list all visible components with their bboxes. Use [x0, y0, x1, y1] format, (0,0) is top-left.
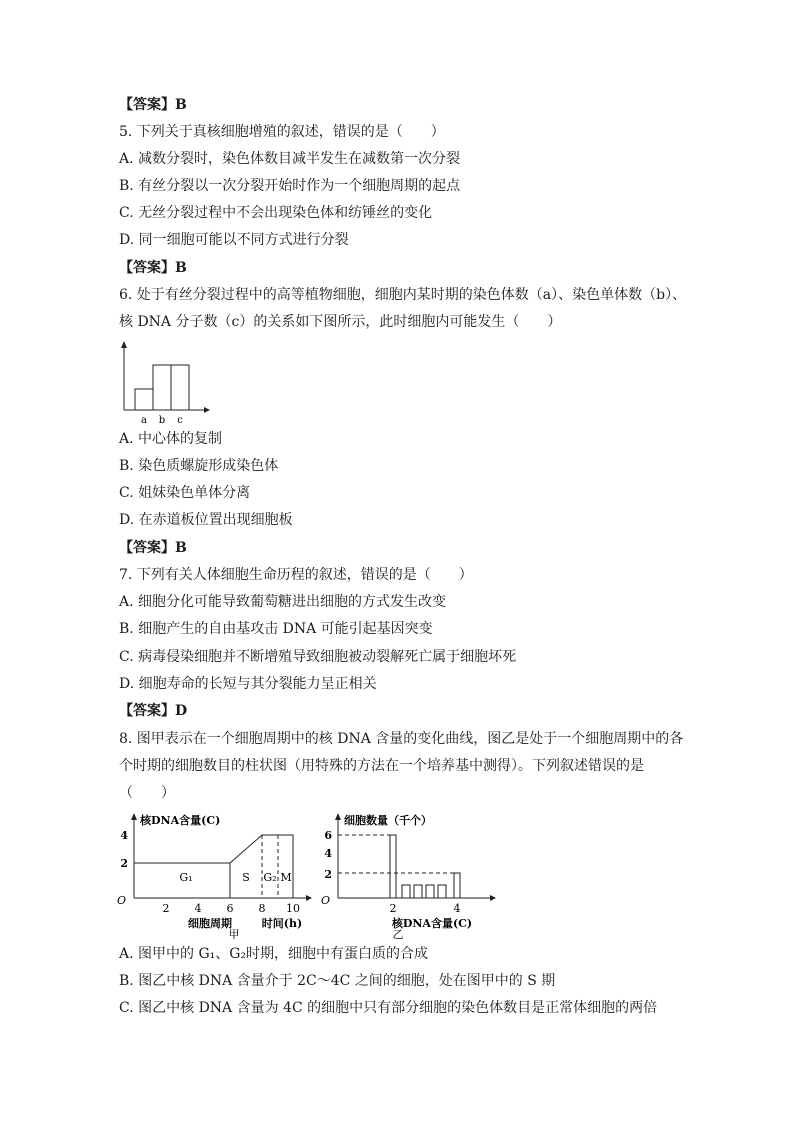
q7-option-b: B. 细胞产生的自由基攻击 DNA 可能引起基因突变 — [119, 621, 433, 637]
question-8-line1: 8. 图甲表示在一个细胞周期中的核 DNA 含量的变化曲线，图乙是处于一个细胞周期中的各 — [119, 731, 684, 747]
jia-xlabel-time: 时间(h) — [261, 917, 303, 930]
figure-yi — [320, 808, 502, 941]
q7-option-d: D. 细胞寿命的长短与其分裂能力呈正相关 — [119, 676, 377, 692]
phase-s: S — [242, 871, 250, 884]
bar-c — [171, 365, 189, 410]
answer-q6: 【答案】B — [119, 540, 187, 556]
jia-ylabel: 核DNA含量(C) — [140, 814, 221, 827]
jia-ytick-2: 2 — [120, 857, 128, 870]
phase-m: M — [280, 871, 292, 884]
q7-option-a: A. 细胞分化可能导致葡萄糖进出细胞的方式发生改变 — [119, 594, 447, 610]
jia-xtick-2: 2 — [162, 902, 170, 915]
q5-option-a: A. 减数分裂时，染色体数目减半发生在减数第一次分裂 — [119, 151, 461, 167]
yi-xtick-2: 2 — [389, 902, 397, 915]
label-a: a — [141, 415, 147, 426]
yi-xlabel: 核DNA含量(C) — [391, 917, 473, 930]
q6-option-d: D. 在赤道板位置出现细胞板 — [119, 512, 293, 528]
question-7: 7. 下列有关人体细胞生命历程的叙述，错误的是（ ） — [119, 567, 473, 583]
q5-option-c: C. 无丝分裂过程中不会出现染色体和纺锤丝的变化 — [119, 205, 433, 221]
question-8-line3: （ ） — [119, 785, 175, 801]
answer-q7: 【答案】D — [119, 703, 188, 719]
q5-option-b: B. 有丝分裂以一次分裂开始时作为一个细胞周期的起点 — [119, 178, 461, 194]
question-8-line2: 个时期的细胞数目的柱状图（用特殊的方法在一个培养基中测得）。下列叙述错误的是 — [119, 758, 644, 774]
jia-caption: 甲 — [228, 928, 240, 941]
q8-option-b: B. 图乙中核 DNA 含量介于 2C～4C 之间的细胞，处在图甲中的 S 期 — [119, 973, 556, 989]
q6-option-b: B. 染色质螺旋形成染色体 — [119, 458, 279, 474]
yi-bar-s2 — [414, 885, 422, 898]
question-6-line1: 6. 处于有丝分裂过程中的高等植物细胞，细胞内某时期的染色体数（a）、染色单体数（b）、 — [119, 287, 687, 303]
phase-g2: G₂ — [263, 871, 277, 884]
jia-origin: O — [116, 894, 126, 907]
yi-bar-s4 — [438, 885, 446, 898]
yi-ytick-2: 2 — [324, 868, 332, 881]
label-b: b — [158, 415, 166, 426]
q6-option-c: C. 姐妹染色单体分离 — [119, 485, 251, 501]
yi-ylabel: 细胞数量（千个） — [344, 814, 432, 827]
yi-origin: O — [320, 894, 330, 907]
answer-q4: 【答案】B — [119, 97, 187, 113]
question-6-line2: 核 DNA 分子数（c）的关系如下图所示，此时细胞内可能发生（ ） — [119, 314, 562, 330]
figure-jia — [116, 808, 318, 941]
q7-option-c: C. 病毒侵染细胞并不断增殖导致细胞被动裂解死亡属于细胞坏死 — [119, 649, 517, 665]
phase-g1: G₁ — [179, 871, 193, 884]
jia-xtick-10: 10 — [286, 902, 300, 915]
jia-ytick-4: 4 — [120, 829, 128, 842]
q6-option-a: A. 中心体的复制 — [119, 431, 223, 447]
yi-ytick-6: 6 — [324, 829, 332, 842]
yi-bar-4c — [454, 873, 460, 898]
bar-b — [153, 365, 171, 410]
yi-bar-s1 — [402, 885, 410, 898]
bar-a — [135, 389, 153, 410]
jia-xtick-4: 4 — [194, 902, 202, 915]
jia-dna-curve — [134, 835, 293, 898]
yi-caption: 乙 — [392, 928, 404, 941]
jia-xtick-6: 6 — [226, 902, 234, 915]
jia-xlabel-cycle: 细胞周期 — [188, 917, 232, 930]
question-5: 5. 下列关于真核细胞增殖的叙述，错误的是（ ） — [119, 124, 445, 140]
answer-q5: 【答案】B — [119, 260, 187, 276]
yi-bar-s3 — [426, 885, 434, 898]
jia-xtick-8: 8 — [258, 902, 266, 915]
q6-bar-figure — [116, 340, 210, 426]
yi-bar-2c — [390, 835, 396, 898]
yi-ytick-4: 4 — [324, 847, 332, 860]
label-c: c — [177, 415, 183, 426]
q8-option-a: A. 图甲中的 G₁、G₂时期，细胞中有蛋白质的合成 — [119, 946, 429, 962]
yi-xtick-4: 4 — [453, 902, 461, 915]
q8-option-c: C. 图乙中核 DNA 含量为 4C 的细胞中只有部分细胞的染色体数目是正常体细胞的两倍 — [119, 1000, 658, 1016]
q5-option-d: D. 同一细胞可能以不同方式进行分裂 — [119, 232, 349, 248]
